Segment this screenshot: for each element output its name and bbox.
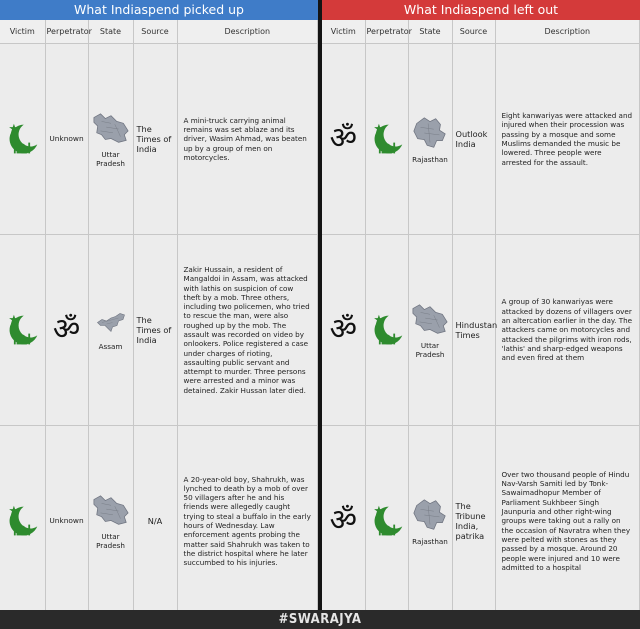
state-cell <box>408 44 452 235</box>
col-description: Description <box>177 20 318 44</box>
state-cell <box>88 235 133 426</box>
swarajya-footer-logo: #SWARAJYA <box>0 610 640 629</box>
col-perpetrator: Perpetrator <box>365 20 408 44</box>
table-row <box>0 44 318 235</box>
right-panel <box>322 0 640 610</box>
source-cell: Outlook India <box>452 44 495 235</box>
perpetrator-cell: Unknown <box>45 426 88 617</box>
uttar-pradesh-map-icon <box>411 301 449 339</box>
description-cell: A group of 30 kanwariyas were attacked by dozens of villagers over an altercation earlier in the day. The attackers came on motorcycles and attacked the pilgrims with iron rods, 'lathis' and sharp-edged weapons and even fired at them <box>495 235 640 426</box>
state-name: Uttar Pradesh <box>415 341 445 360</box>
crescent-star-mosque-icon <box>4 312 40 348</box>
state-cell <box>88 44 133 235</box>
uttar-pradesh-map-icon <box>92 492 130 530</box>
perpetrator-cell <box>365 44 408 235</box>
state-name: Rajasthan <box>412 536 448 546</box>
crescent-star-mosque-icon <box>369 503 405 539</box>
left-panel-header: What Indiaspend picked up <box>0 0 318 20</box>
table-row <box>322 426 640 617</box>
table-row <box>0 426 318 617</box>
col-victim: Victim <box>0 20 45 44</box>
state-cell <box>88 426 133 617</box>
right-header-row <box>322 20 640 44</box>
right-panel-header: What Indiaspend left out <box>322 0 640 20</box>
victim-cell <box>0 235 45 426</box>
uttar-pradesh-map-icon <box>92 110 130 148</box>
state-name: Assam <box>98 341 123 351</box>
perpetrator-cell <box>365 426 408 617</box>
crescent-star-mosque-icon <box>4 121 40 157</box>
om-icon: ॐ <box>52 312 81 347</box>
om-icon: ॐ <box>329 503 357 538</box>
col-victim: Victim <box>322 20 365 44</box>
victim-cell <box>0 426 45 617</box>
col-state: State <box>88 20 133 44</box>
state-cell <box>408 235 452 426</box>
victim-cell <box>322 44 365 235</box>
om-icon: ॐ <box>329 312 357 347</box>
right-table <box>322 20 640 617</box>
source-cell: The Times of India <box>133 235 177 426</box>
col-description: Description <box>495 20 640 44</box>
left-header-row <box>0 20 318 44</box>
source-cell: The Times of India <box>133 44 177 235</box>
om-icon: ॐ <box>329 121 357 156</box>
state-name: Rajasthan <box>412 154 448 164</box>
left-panel <box>0 0 318 610</box>
assam-map-icon <box>92 309 130 339</box>
col-source: Source <box>133 20 177 44</box>
state-name: Uttar Pradesh <box>96 532 125 551</box>
col-source: Source <box>452 20 495 44</box>
description-cell: Eight kanwariyas were attacked and injured when their procession was passing by a mosque and some Muslims demanded the music be lowered. Three people were arrested for the assault. <box>495 44 640 235</box>
victim-cell <box>0 44 45 235</box>
description-cell: A 20-year-old boy, Shahrukh, was lynched to death by a mob of over 50 villagers after he and his friends were allegedly caught trying to steal a buffalo in the early hours of Wednesday. Law enforcement agents probing the matter said Shahrukh was taken to the district hospital where he later succumbed to his injuries. <box>177 426 318 617</box>
source-cell: The Tribune India, patrika <box>452 426 495 617</box>
state-name: Uttar Pradesh <box>96 150 125 169</box>
table-row <box>322 44 640 235</box>
rajasthan-map-icon <box>411 496 449 534</box>
description-cell: Zakir Hussain, a resident of Mangaldoi in Assam, was attacked with lathis on suspicion of cow theft by a mob. Three others, including two policemen, who tried to rescue the man, were also roughed up by the mob. The assault was recorded on video by onlookers. Police registered a case under charges of rioting, assaulting public servant and attempt to murder. Three persons were arrested and a minor was detained. Zakir Hussan later died. <box>177 235 318 426</box>
victim-cell <box>322 235 365 426</box>
rajasthan-map-icon <box>411 114 449 152</box>
description-cell: A mini-truck carrying animal remains was set ablaze and its driver, Wasim Ahmad, was beaten up by a group of men on motorcycles. <box>177 44 318 235</box>
crescent-star-mosque-icon <box>369 312 405 348</box>
description-cell: Over two thousand people of Hindu Nav-Varsh Samiti led by Tonk-Sawaimadhopur Member of Parliament Sukhbeer Singh Jaunpuria and other right-wing groups were taking out a rally on the occasion of Navratra when they were pelted with stones as they passed by a mosque. Around 20 people were injured and 10 were admitted to a hospital <box>495 426 640 617</box>
state-cell <box>408 426 452 617</box>
perpetrator-cell <box>45 235 88 426</box>
source-cell: Hindustan Times <box>452 235 495 426</box>
perpetrator-cell: Unknown <box>45 44 88 235</box>
crescent-star-mosque-icon <box>369 121 405 157</box>
crescent-star-mosque-icon <box>4 503 40 539</box>
col-state: State <box>408 20 452 44</box>
victim-cell <box>322 426 365 617</box>
source-cell: N/A <box>133 426 177 617</box>
col-perpetrator: Perpetrator <box>45 20 88 44</box>
table-row <box>322 235 640 426</box>
left-table <box>0 20 318 617</box>
table-row <box>0 235 318 426</box>
perpetrator-cell <box>365 235 408 426</box>
